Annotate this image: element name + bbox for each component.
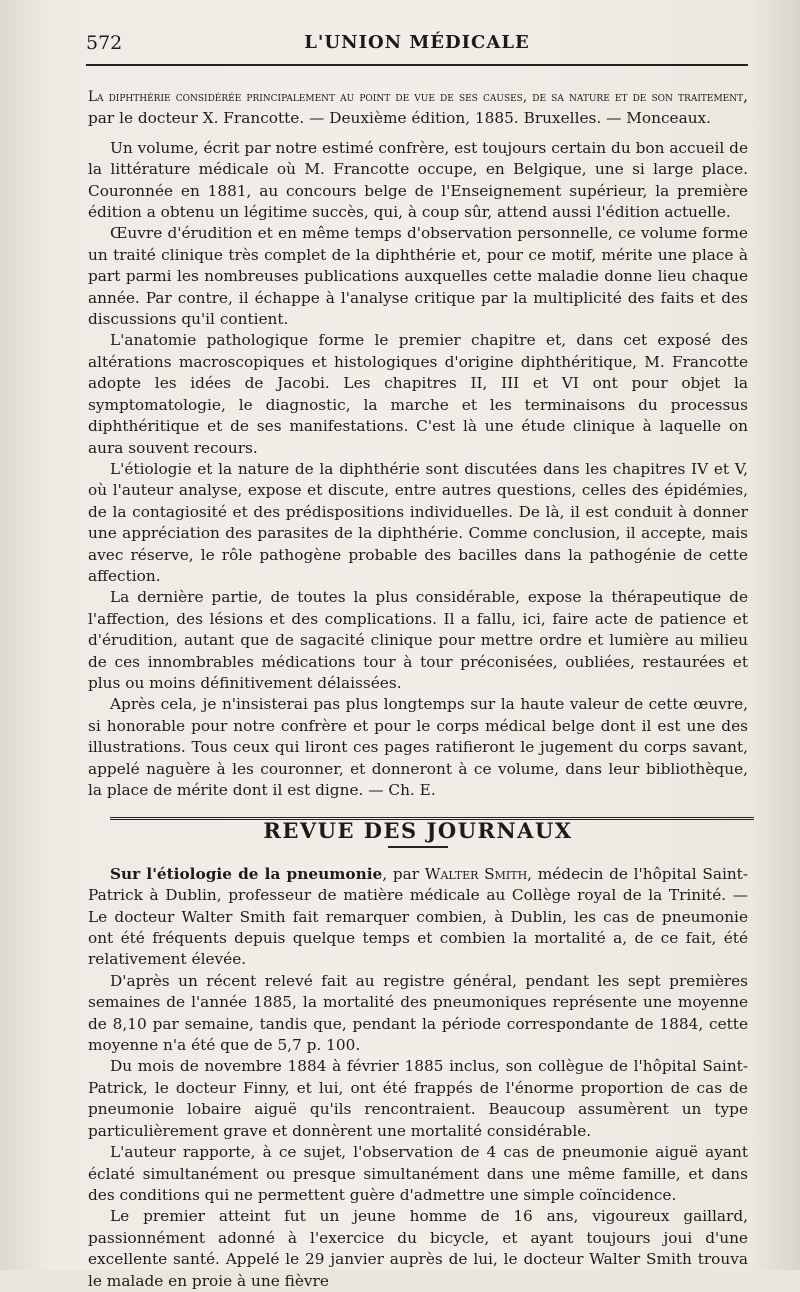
article-paragraph: Du mois de novembre 1884 à février 1885 inclus, son collègue de l'hôpital Saint-Patrick, le docteur Finny, et lui, ont été frappés de l'énorme proportion de cas de pneumonie lobaire aiguë qu'ils rencontraient. Beaucoup assumèrent un type particulièrement grave et donnèrent une mortalité considérable.	[88, 1057, 748, 1140]
article-title: Sur l'étiologie de la pneumonie	[110, 864, 383, 883]
spacer	[88, 848, 748, 864]
review-title	[88, 86, 748, 130]
article-paragraph: D'après un récent relevé fait au registre général, pendant les sept premières semaines de l'année 1885, la mortalité des pneumoniques représente une moyenne de 8,10 par semaine, tandis que, pendant la période correspondante de 1884, cette moyenne n'a été que de 5,7 p. 100.	[88, 971, 748, 1055]
section-heading: REVUE DES JOURNAUX	[263, 818, 573, 844]
article-author-prefix: , par	[382, 864, 425, 883]
review-book-title: La diphthérie considérée principalement au point de vue de ses causes, de sa nature et de son traitement	[88, 89, 744, 105]
article-lead-text: , médecin de l'hôpital Saint-Patrick à Dublin, professeur de matière médicale au Collège royal de la Trinité. — Le docteur Walter Smith fait remarquer combien, à Dublin, les cas de pneumonie ont été fréquents depuis quelque temps et combien la mortalité a, de ce fait, été relativement élevée.	[88, 864, 748, 969]
review-paragraph: L'étiologie et la nature de la diphthérie sont discutées dans les chapitres IV et V, où l'auteur analyse, expose et discute, entre autres questions, celles des épidémies, de la contagiosité et des prédispositions individuelles. De là, il est conduit à donner une appréciation des parasites de la diphthérie. Comme conclusion, il accepte, mais avec réserve, le rôle pathogène probable des bacilles dans la pathogénie de cette affection.	[88, 459, 748, 585]
article-paragraph: Le premier atteint fut un jeune homme de 16 ans, vigoureux gaillard, passionnément adonné à l'exercice du bicycle, et ayant toujours joui d'une excellente santé. Appelé le 29 janvier auprès de lui, le docteur Walter Smith trouva le malade en proie à une fièvre	[88, 1207, 748, 1290]
page-header	[86, 30, 748, 60]
review-paragraph: Un volume, écrit par notre estimé confrère, est toujours certain du bon accueil de la littérature médicale où M. Francotte occupe, en Belgique, une si large place. Couronnée en 1881, au concours belge de l'Enseignement supérieur, la première édition a obtenu un légitime succès, qui, à coup sûr, attend aussi l'édition actuelle.	[88, 138, 748, 222]
journal-title: L'UNION MÉDICALE	[304, 32, 530, 53]
review-paragraph: Après cela, je n'insisterai pas plus longtemps sur la haute valeur de cette œuvre, si honorable pour notre confrère et pour le corps médical belge dont il est une des illustrations. Tous ceux qui liront ces pages ratifieront le jugement du corps savant, appelé naguère à les couronner, et donneront à ce volume, dans leur bibliothèque, la place de mérite dont il est digne. — Ch. E.	[88, 695, 748, 799]
article-lead	[88, 864, 748, 971]
header-rule	[86, 64, 748, 66]
spacer	[88, 130, 748, 138]
review-paragraph: Œuvre d'érudition et en même temps d'observation personnelle, ce volume forme un traité clinique très complet de la diphthérie et, pour ce motif, mérite une place à part parmi les nombreuses publications auxquelles cette maladie donne lieu chaque année. Par contre, il échappe à l'analyse critique par la multiplicité des faits et des discussions qu'il contient.	[88, 224, 748, 329]
article-paragraph: L'auteur rapporte, à ce sujet, l'observation de 4 cas de pneumonie aiguë ayant éclaté simultanément ou presque simultanément dans une même famille, et dans des conditions qui ne permettent guère d'admettre une simple coïncidence.	[88, 1143, 748, 1204]
review-book-meta: , par le docteur X. Francotte. — Deuxième édition, 1885. Bruxelles. — Monceaux.	[88, 87, 748, 128]
article-author: Walter Smith	[424, 864, 528, 883]
page-number: 572	[86, 32, 123, 54]
review-paragraph: La dernière partie, de toutes la plus considérable, expose la thérapeutique de l'affection, des lésions et des complications. Il a fallu, ici, faire acte de patience et d'érudition, autant que de sagacité clinique pour mettre ordre et lumière au milieu de ces innombrables médications tour à tour préconisées, oubliées, restaurées et plus ou moins définitivement délaissées.	[88, 588, 748, 692]
page-body	[88, 86, 748, 1292]
review-paragraph: L'anatomie pathologique forme le premier chapitre et, dans cet exposé des altérations macroscopiques et histologiques d'origine diphthéritique, M. Francotte adopte les idées de Jacobi. Les chapitres II, III et VI ont pour objet la symptomatologie, le diagnostic, la marche et les terminaisons du processus diphthéritique et de ses manifestations. C'est là une étude clinique à laquelle on aura souvent recours.	[88, 331, 748, 457]
